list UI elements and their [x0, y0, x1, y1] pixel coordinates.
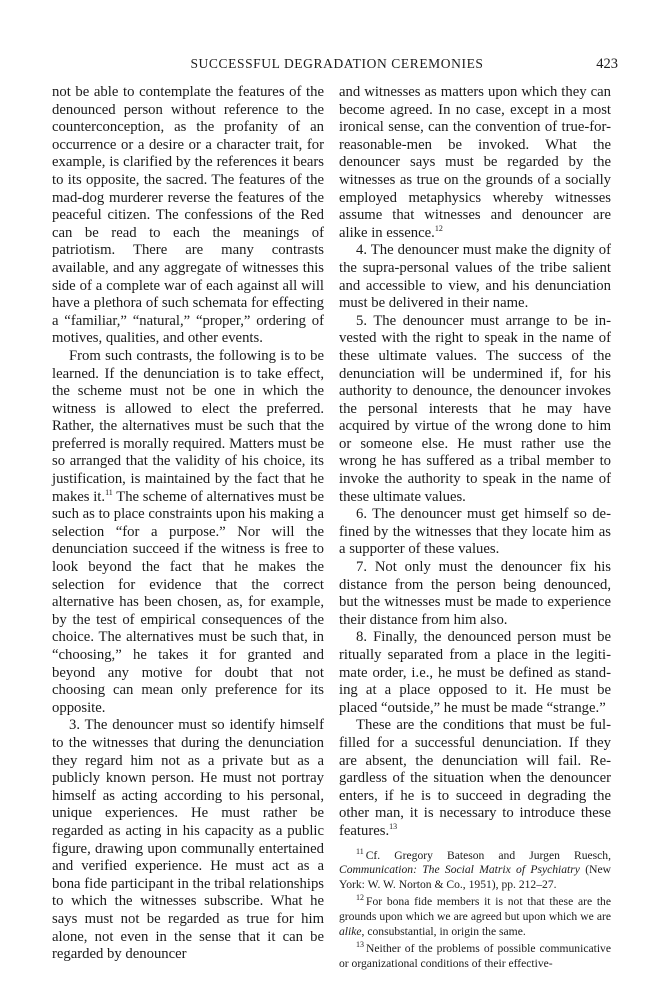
footnote-text: For bona fide members it is not that these are the grounds upon which we are agreed but upon which we are	[339, 895, 611, 923]
paragraph: 5. The denouncer must arrange to be invested with the right to speak in the name of these ultimate values. The success of the denunciation will be undermined if, for his authority to denounce, the denouncer invokes the personal interests that he may have acquired by virtue of the wrong done to him or someone else. He must rather use the wrong he has suffered as a tribal member to invoke the authority to speak in the name of these ultimate values.	[339, 312, 611, 505]
footnote-number: 11	[356, 846, 364, 856]
paragraph: not be able to contemplate the features of the denounced person without reference to the counterconception, as the profanity of an occurrence or a desire or a character trait, for example, is clarified by the references it bears to its opposite, the sacred. The features of the mad-dog murderer reverse the features of the peaceful citizen. The confessions of the Red can be read to each the meanings of patriotism. There are many contrasts available, and any aggregate of witnesses this side of a complete war of each against all will have a plethora of such schemata for effecting a “familiar,” “natural,” “proper,” ordering of motives, qualities, and other events.	[52, 84, 324, 347]
footnote-reference: 12	[434, 223, 443, 233]
paragraph: 6. The denouncer must get himself so defined by the witnesses that they locate him as a supporter of these values.	[339, 506, 611, 558]
footnote-11	[339, 846, 611, 893]
page-header	[56, 56, 618, 76]
footnote-number: 13	[356, 940, 364, 950]
footnote-reference: 13	[389, 822, 398, 832]
footnote-reference: 11	[105, 487, 113, 497]
paragraph	[339, 84, 611, 242]
page-number: 423	[596, 56, 618, 72]
footnote-text: (New York: W. W. Norton & Co., 1951), pp. 212–27.	[339, 863, 611, 891]
footnote-12	[339, 895, 611, 939]
footnote-number: 12	[356, 893, 364, 903]
paragraph: 4. The denouncer must make the dignity of the supra-personal values of the tribe salient and accessible to view, and his denunciation must be delivered in their name.	[339, 242, 611, 312]
paragraph	[339, 717, 611, 840]
footnote-13	[339, 942, 611, 971]
footnote-book-title: Communication: The Social Matrix of Psychiatry	[339, 863, 580, 877]
footnote-emphasis: alike	[339, 924, 362, 938]
paragraph: 8. Finally, the denounced person must be ritually separated from a place in the legitimate order, i.e., he must be defined as standing at a place opposed to it. He must be placed “outside,” he must be made “strange.”	[339, 629, 611, 716]
right-column	[339, 84, 611, 971]
footnotes	[339, 846, 611, 972]
footnote-text: , consubstantial, in origin the same.	[361, 924, 526, 938]
paragraph: 7. Not only must the denouncer fix his distance from the person being denounced, but the witnesses must be made to experience their distance from him also.	[339, 559, 611, 628]
paragraph-text: From such contrasts, the following is to be learned. If the denunciation is to take effect, the scheme must not be one in which the witness is allowed to elect the preferred. Rather, the alternatives must be such that the preferred is morally required. Matters must be so arranged that the validity of his choice, its justification, is maintained by the fact that he makes it.	[52, 347, 324, 505]
paragraph-text: and witnesses as matters upon which they can become agreed. In no case, except in a most ironical sense, can the convention of true-for-reasonable-men be invoked. What the denouncer says must be regarded by the witnesses as true on the grounds of a socially employed metaphysics whereby witnesses assume that witnesses and denouncer are alike in essence.	[339, 84, 611, 241]
footnote-text: Neither of the problems of possible communicative or organizational conditions of their effective-	[339, 942, 611, 970]
running-head: SUCCESSFUL DEGRADATION CEREMONIES	[190, 56, 484, 71]
paragraph	[52, 348, 324, 717]
paragraph: 3. The denouncer must so identify himself to the witnesses that during the denunciation they regard him not as a private but as a publicly known person. He must not portray himself as acting according to his personal, unique experiences. He must rather be regarded as acting in his capacity as a public figure, drawing upon communally entertained and verified experience. He must act as a bona fide participant in the tribal relationships to which the witnesses subscribe. What he says must not be regarded as true for him alone, not even in the sense that it can be regarded by denouncer	[52, 717, 324, 963]
paragraph-text: The scheme of alternatives must be such as to place constraints upon his making a selection “for a purpose.” Nor will the denunciation succeed if the witness is free to look beyond the fact that he makes the selection for evidence that the correct alternative has been chosen, as, for example, by the test of empirical consequences of the choice. The alternatives must be such that, in “choosing,” he takes it for granted and beyond any motive for doubt that not choosing can mean only preference for its opposite.	[52, 488, 325, 716]
footnote-text: Cf. Gregory Bateson and Jurgen Ruesch,	[365, 848, 611, 862]
paragraph-text: These are the conditions that must be fulfilled for a successful denunciation. If they are absent, the denunciation will fail. Regardless of the situation when the denouncer enters, if he is to succeed in degrading the other man, it is necessary to introduce these features.	[339, 717, 611, 839]
left-column	[52, 84, 324, 964]
